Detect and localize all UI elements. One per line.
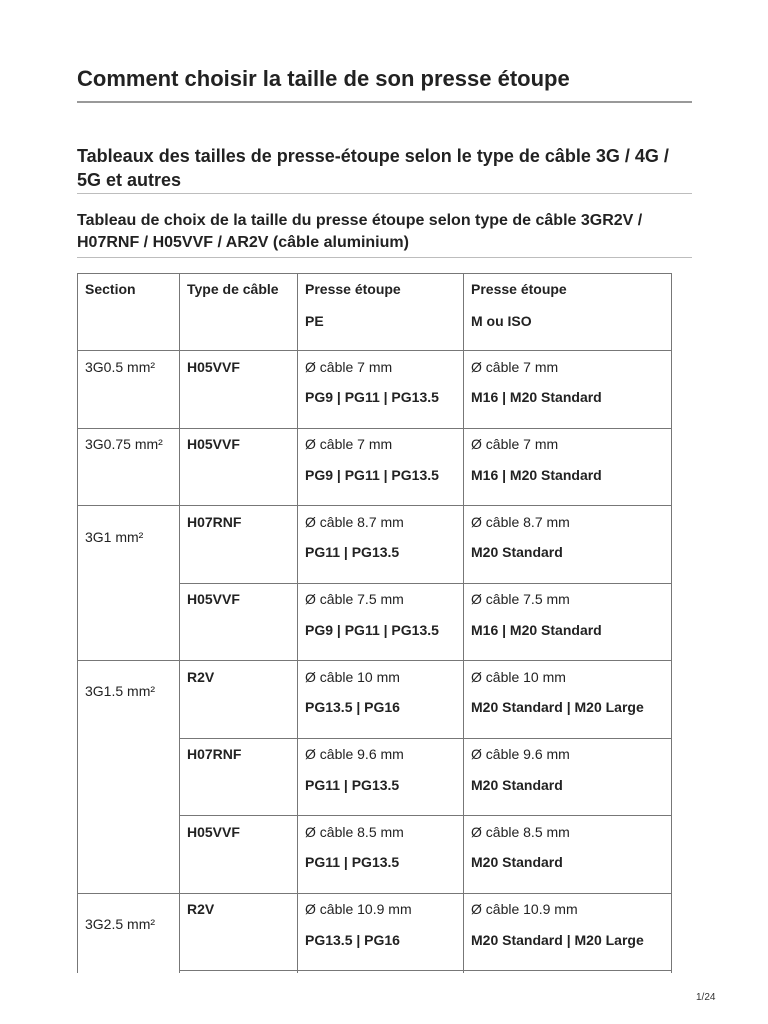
- header-pe: Presse étoupe: [305, 281, 401, 297]
- page-number: 1/24: [696, 992, 716, 1003]
- subrow-divider: [179, 970, 672, 971]
- iso-cable-diameter: Ø câble 7 mm: [471, 359, 559, 375]
- header-type: Type de câble: [187, 281, 279, 297]
- iso-cable-diameter: Ø câble 7.5 mm: [471, 591, 570, 607]
- pe-cable-diameter: Ø câble 7.5 mm: [305, 591, 404, 607]
- section-label: 3G1.5 mm²: [85, 683, 156, 699]
- pe-gland-sizes: PG11 | PG13.5: [305, 854, 400, 870]
- cable-type: H05VVF: [187, 591, 240, 607]
- pe-gland-sizes: PG9 | PG11 | PG13.5: [305, 622, 439, 638]
- header-pe-sub: PE: [305, 313, 324, 329]
- pe-gland-sizes: PG13.5 | PG16: [305, 932, 400, 948]
- section-label: 3G0.75 mm²: [85, 436, 163, 452]
- iso-gland-sizes: M20 Standard: [471, 854, 563, 870]
- pe-cable-diameter: Ø câble 10 mm: [305, 669, 400, 685]
- section-heading: Tableaux des tailles de presse-étoupe selon le type de câble 3G / 4G / 5G et autres: [77, 146, 669, 190]
- pe-cable-diameter: Ø câble 7 mm: [305, 359, 393, 375]
- cable-type: R2V: [187, 669, 215, 685]
- subrow-divider: [179, 583, 672, 584]
- pe-gland-sizes: PG9 | PG11 | PG13.5: [305, 467, 439, 483]
- pe-gland-sizes: PG13.5 | PG16: [305, 699, 400, 715]
- iso-cable-diameter: Ø câble 8.5 mm: [471, 824, 570, 840]
- row-divider: [77, 660, 672, 661]
- pe-cable-diameter: Ø câble 8.5 mm: [305, 824, 404, 840]
- pe-cable-diameter: Ø câble 9.6 mm: [305, 746, 404, 762]
- iso-gland-sizes: M16 | M20 Standard: [471, 622, 602, 638]
- pe-gland-sizes: PG9 | PG11 | PG13.5: [305, 389, 439, 405]
- pe-cable-diameter: Ø câble 7 mm: [305, 436, 393, 452]
- iso-gland-sizes: M20 Standard: [471, 777, 563, 793]
- iso-gland-sizes: M20 Standard: [471, 544, 563, 560]
- pe-cable-diameter: Ø câble 8.7 mm: [305, 514, 404, 530]
- iso-cable-diameter: Ø câble 10 mm: [471, 669, 566, 685]
- title-divider: [77, 101, 692, 103]
- iso-gland-sizes: M16 | M20 Standard: [471, 467, 602, 483]
- row-divider: [77, 350, 672, 351]
- column-divider: [297, 273, 298, 973]
- cable-type: H05VVF: [187, 436, 240, 452]
- column-divider: [179, 273, 180, 973]
- pe-gland-sizes: PG11 | PG13.5: [305, 777, 400, 793]
- section-label: 3G2.5 mm²: [85, 916, 156, 932]
- header-section: Section: [85, 281, 136, 297]
- cable-type: H05VVF: [187, 359, 240, 375]
- section-divider: [77, 193, 692, 194]
- iso-gland-sizes: M16 | M20 Standard: [471, 389, 602, 405]
- iso-gland-sizes: M20 Standard | M20 Large: [471, 932, 644, 948]
- iso-cable-diameter: Ø câble 9.6 mm: [471, 746, 570, 762]
- section-label: 3G0.5 mm²: [85, 359, 156, 375]
- iso-cable-diameter: Ø câble 8.7 mm: [471, 514, 570, 530]
- column-divider: [463, 273, 464, 973]
- section-label: 3G1 mm²: [85, 529, 144, 545]
- gland-size-table: [77, 273, 672, 973]
- iso-cable-diameter: Ø câble 10.9 mm: [471, 901, 578, 917]
- table-border-top: [77, 273, 672, 274]
- subrow-divider: [179, 738, 672, 739]
- pe-gland-sizes: PG11 | PG13.5: [305, 544, 400, 560]
- table-heading: Tableau de choix de la taille du presse étoupe selon type de câble 3GR2V / H07RNF / H05VVF / AR2V (câble aluminium): [77, 212, 643, 251]
- cable-type: H07RNF: [187, 746, 242, 762]
- cable-type: R2V: [187, 901, 215, 917]
- cable-type: H07RNF: [187, 514, 242, 530]
- table-border-left: [77, 273, 78, 973]
- table-border-right: [671, 273, 672, 973]
- row-divider: [77, 893, 672, 894]
- page-title: Comment choisir la taille de son presse étoupe: [77, 66, 570, 91]
- cable-type: H05VVF: [187, 824, 240, 840]
- iso-cable-diameter: Ø câble 7 mm: [471, 436, 559, 452]
- iso-gland-sizes: M20 Standard | M20 Large: [471, 699, 644, 715]
- row-divider: [77, 428, 672, 429]
- header-iso: Presse étoupe: [471, 281, 567, 297]
- header-iso-sub: M ou ISO: [471, 313, 532, 329]
- table-heading-divider: [77, 257, 692, 258]
- subrow-divider: [179, 815, 672, 816]
- row-divider: [77, 505, 672, 506]
- pe-cable-diameter: Ø câble 10.9 mm: [305, 901, 412, 917]
